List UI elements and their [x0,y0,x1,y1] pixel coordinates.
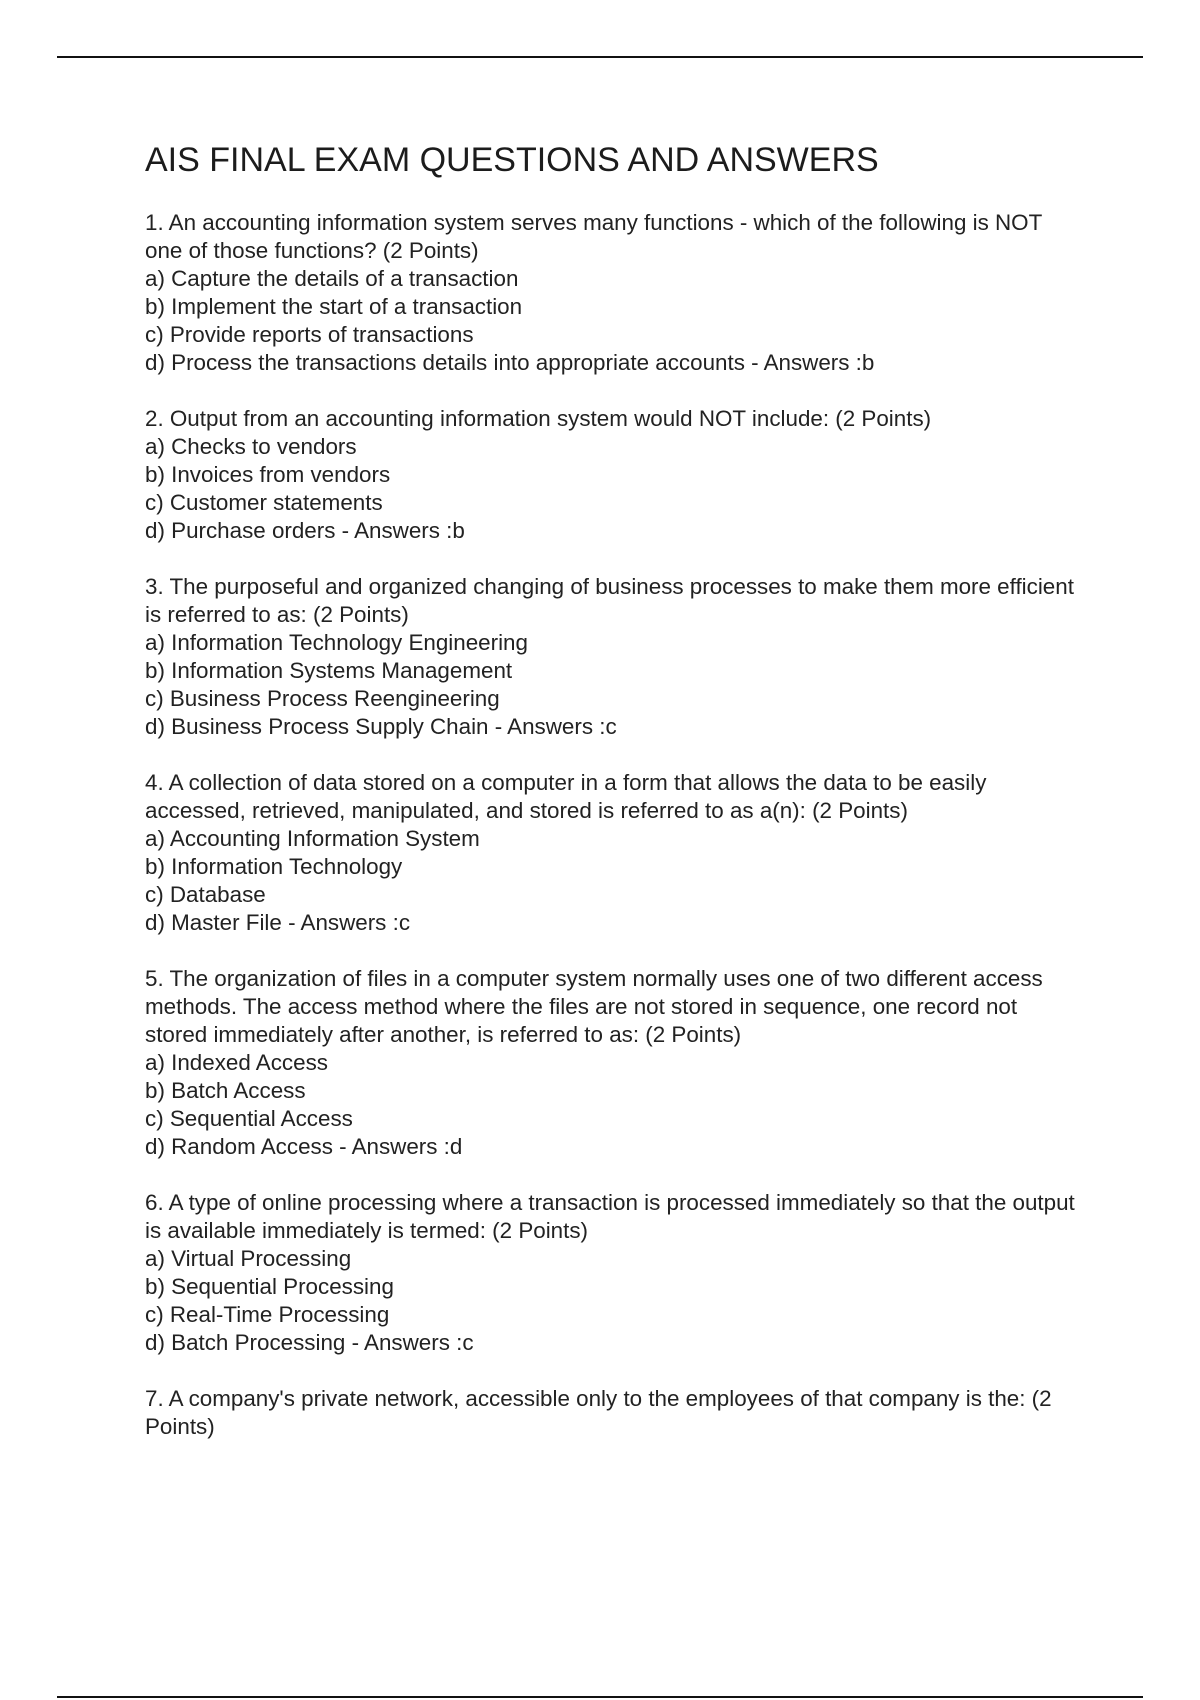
question-text: 2. Output from an accounting information system would NOT include: (2 Points) [145,405,932,431]
bottom-rule [57,1696,1143,1698]
option-b: b) Sequential Processing [145,1273,394,1299]
question-text: 4. A collection of data stored on a computer in a form that allows the data to be easily accessed, retrieved, manipulated, and stored is referred to as a(n): (2 Points) [145,769,987,823]
option-b: b) Information Systems Management [145,657,513,683]
answer-options [145,629,1085,741]
question-4 [145,769,1085,937]
option-a: a) Checks to vendors [145,433,357,459]
answer-options [145,1049,1085,1161]
option-c: c) Real-Time Processing [145,1301,390,1327]
answer-options [145,433,1085,545]
option-b: b) Batch Access [145,1077,306,1103]
document-body [145,140,1085,1469]
option-b: b) Invoices from vendors [145,461,391,487]
question-2 [145,405,1085,545]
option-a: a) Virtual Processing [145,1245,352,1271]
question-text: 1. An accounting information system serves many functions - which of the following is NOT one of those functions? (2 Points) [145,209,1042,263]
document-title: AIS FINAL EXAM QUESTIONS AND ANSWERS [145,141,879,179]
answer-options [145,1245,1085,1357]
question-7 [145,1385,1085,1441]
option-b: b) Implement the start of a transaction [145,293,523,319]
option-a: a) Indexed Access [145,1049,328,1075]
option-d: d) Purchase orders - Answers :b [145,517,465,543]
option-b: b) Information Technology [145,853,403,879]
option-d: d) Process the transactions details into appropriate accounts - Answers :b [145,349,875,375]
answer-options [145,825,1085,937]
question-text: 6. A type of online processing where a transaction is processed immediately so that the output is available immediately is termed: (2 Points) [145,1189,1075,1243]
option-c: c) Database [145,881,266,907]
question-6 [145,1189,1085,1357]
option-d: d) Master File - Answers :c [145,909,411,935]
question-text: 7. A company's private network, accessible only to the employees of that company is the: (2 Points) [145,1385,1052,1439]
option-d: d) Business Process Supply Chain - Answers :c [145,713,617,739]
option-d: d) Random Access - Answers :d [145,1133,463,1159]
option-a: a) Information Technology Engineering [145,629,528,655]
question-1 [145,209,1085,377]
option-c: c) Sequential Access [145,1105,353,1131]
option-d: d) Batch Processing - Answers :c [145,1329,474,1355]
answer-options [145,265,1085,377]
option-c: c) Business Process Reengineering [145,685,500,711]
option-a: a) Capture the details of a transaction [145,265,519,291]
question-text: 3. The purposeful and organized changing of business processes to make them more efficient is referred to as: (2 Points) [145,573,1074,627]
option-c: c) Provide reports of transactions [145,321,474,347]
option-c: c) Customer statements [145,489,383,515]
top-rule [57,56,1143,58]
option-a: a) Accounting Information System [145,825,480,851]
question-3 [145,573,1085,741]
question-text: 5. The organization of files in a computer system normally uses one of two different access methods. The access method where the files are not stored in sequence, one record not stored immediately after another, is referred to as: (2 Points) [145,965,1043,1047]
question-5 [145,965,1085,1161]
